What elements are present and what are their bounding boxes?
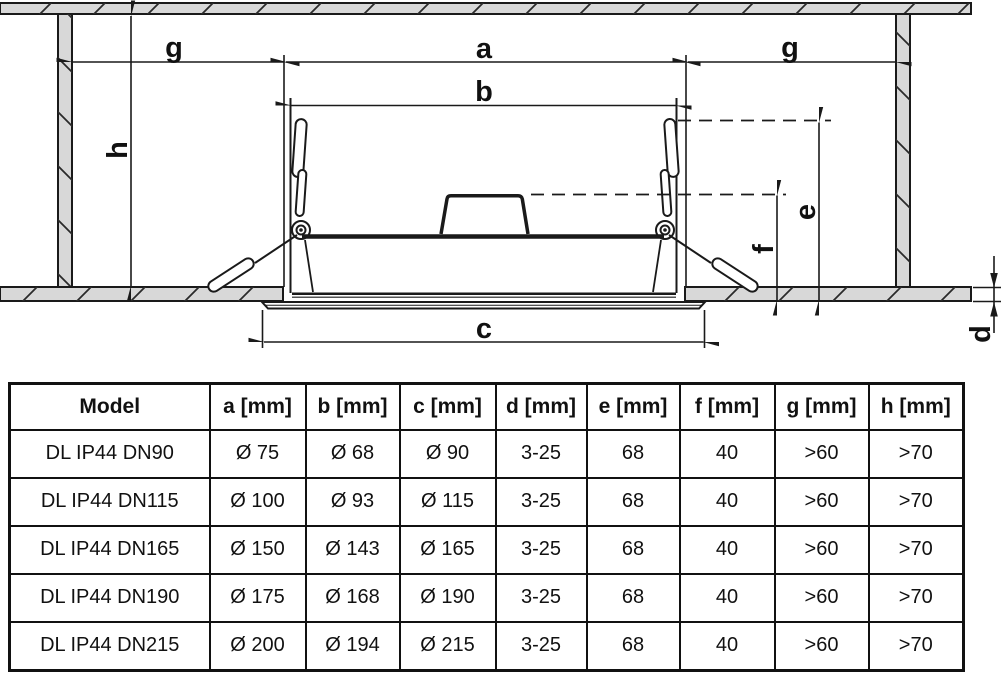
model-cell: DL IP44 DN165 bbox=[10, 526, 210, 574]
value-cell: Ø 165 bbox=[400, 526, 496, 574]
value-cell: >70 bbox=[869, 526, 964, 574]
left-stud bbox=[58, 14, 72, 287]
leaf-spring-left bbox=[292, 119, 307, 217]
right-stud bbox=[896, 14, 910, 287]
model-cell: DL IP44 DN190 bbox=[10, 574, 210, 622]
value-cell: 68 bbox=[587, 526, 680, 574]
value-cell: 68 bbox=[587, 478, 680, 526]
spec-table-header bbox=[10, 384, 964, 431]
value-cell: Ø 90 bbox=[400, 430, 496, 478]
driver-box bbox=[441, 196, 528, 234]
value-cell: 3-25 bbox=[496, 478, 587, 526]
table-row bbox=[10, 574, 964, 622]
col-header-5: e [mm] bbox=[587, 384, 680, 431]
value-cell: >60 bbox=[775, 622, 869, 671]
value-cell: Ø 175 bbox=[210, 574, 306, 622]
table-row bbox=[10, 622, 964, 671]
col-header-4: d [mm] bbox=[496, 384, 587, 431]
value-cell: Ø 68 bbox=[306, 430, 400, 478]
dim-label-h: h bbox=[102, 141, 134, 159]
spec-table-body bbox=[10, 430, 964, 671]
value-cell: >70 bbox=[869, 430, 964, 478]
spring-arm-right bbox=[669, 235, 760, 294]
value-cell: Ø 190 bbox=[400, 574, 496, 622]
value-cell: Ø 200 bbox=[210, 622, 306, 671]
value-cell: 68 bbox=[587, 574, 680, 622]
table-row bbox=[10, 526, 964, 574]
value-cell: Ø 215 bbox=[400, 622, 496, 671]
dim-label-f: f bbox=[748, 244, 780, 254]
value-cell: 68 bbox=[587, 430, 680, 478]
model-cell: DL IP44 DN90 bbox=[10, 430, 210, 478]
dim-label-g-left: g bbox=[165, 32, 183, 64]
dim-label-b: b bbox=[475, 76, 493, 108]
value-cell: Ø 100 bbox=[210, 478, 306, 526]
model-cell: DL IP44 DN115 bbox=[10, 478, 210, 526]
ceiling-board-right bbox=[685, 287, 971, 301]
col-header-7: g [mm] bbox=[775, 384, 869, 431]
col-header-1: a [mm] bbox=[210, 384, 306, 431]
header-row bbox=[10, 384, 964, 431]
value-cell: 40 bbox=[680, 526, 775, 574]
value-cell: Ø 75 bbox=[210, 430, 306, 478]
table-row bbox=[10, 478, 964, 526]
value-cell: >60 bbox=[775, 478, 869, 526]
value-cell: Ø 115 bbox=[400, 478, 496, 526]
value-cell: 40 bbox=[680, 478, 775, 526]
value-cell: Ø 93 bbox=[306, 478, 400, 526]
dimension-spec-table bbox=[8, 382, 965, 672]
value-cell: >60 bbox=[775, 526, 869, 574]
dim-label-g-right: g bbox=[781, 32, 799, 64]
col-header-2: b [mm] bbox=[306, 384, 400, 431]
value-cell: >70 bbox=[869, 574, 964, 622]
luminaire-body bbox=[206, 98, 760, 309]
value-cell: 40 bbox=[680, 574, 775, 622]
value-cell: 40 bbox=[680, 622, 775, 671]
value-cell: Ø 150 bbox=[210, 526, 306, 574]
col-header-8: h [mm] bbox=[869, 384, 964, 431]
value-cell: >70 bbox=[869, 622, 964, 671]
value-cell: 3-25 bbox=[496, 526, 587, 574]
model-cell: DL IP44 DN215 bbox=[10, 622, 210, 671]
value-cell: 68 bbox=[587, 622, 680, 671]
dim-label-d: d bbox=[965, 325, 997, 343]
value-cell: 3-25 bbox=[496, 430, 587, 478]
housing-inner-right bbox=[653, 240, 661, 292]
value-cell: >70 bbox=[869, 478, 964, 526]
value-cell: 3-25 bbox=[496, 574, 587, 622]
top-joist bbox=[0, 3, 971, 14]
value-cell: Ø 143 bbox=[306, 526, 400, 574]
col-header-0: Model bbox=[10, 384, 210, 431]
dim-d-arrow-top bbox=[990, 273, 998, 288]
housing-inner-left bbox=[305, 240, 313, 292]
value-cell: 3-25 bbox=[496, 622, 587, 671]
dim-label-c: c bbox=[475, 313, 493, 345]
dim-label-e: e bbox=[790, 203, 822, 221]
dim-d-arrow-bottom bbox=[990, 302, 998, 317]
value-cell: 40 bbox=[680, 430, 775, 478]
value-cell: Ø 194 bbox=[306, 622, 400, 671]
ceiling-board-left bbox=[0, 287, 283, 301]
dim-label-a: a bbox=[475, 33, 493, 65]
table-row bbox=[10, 430, 964, 478]
value-cell: >60 bbox=[775, 574, 869, 622]
col-header-3: c [mm] bbox=[400, 384, 496, 431]
col-header-6: f [mm] bbox=[680, 384, 775, 431]
value-cell: Ø 168 bbox=[306, 574, 400, 622]
value-cell: >60 bbox=[775, 430, 869, 478]
